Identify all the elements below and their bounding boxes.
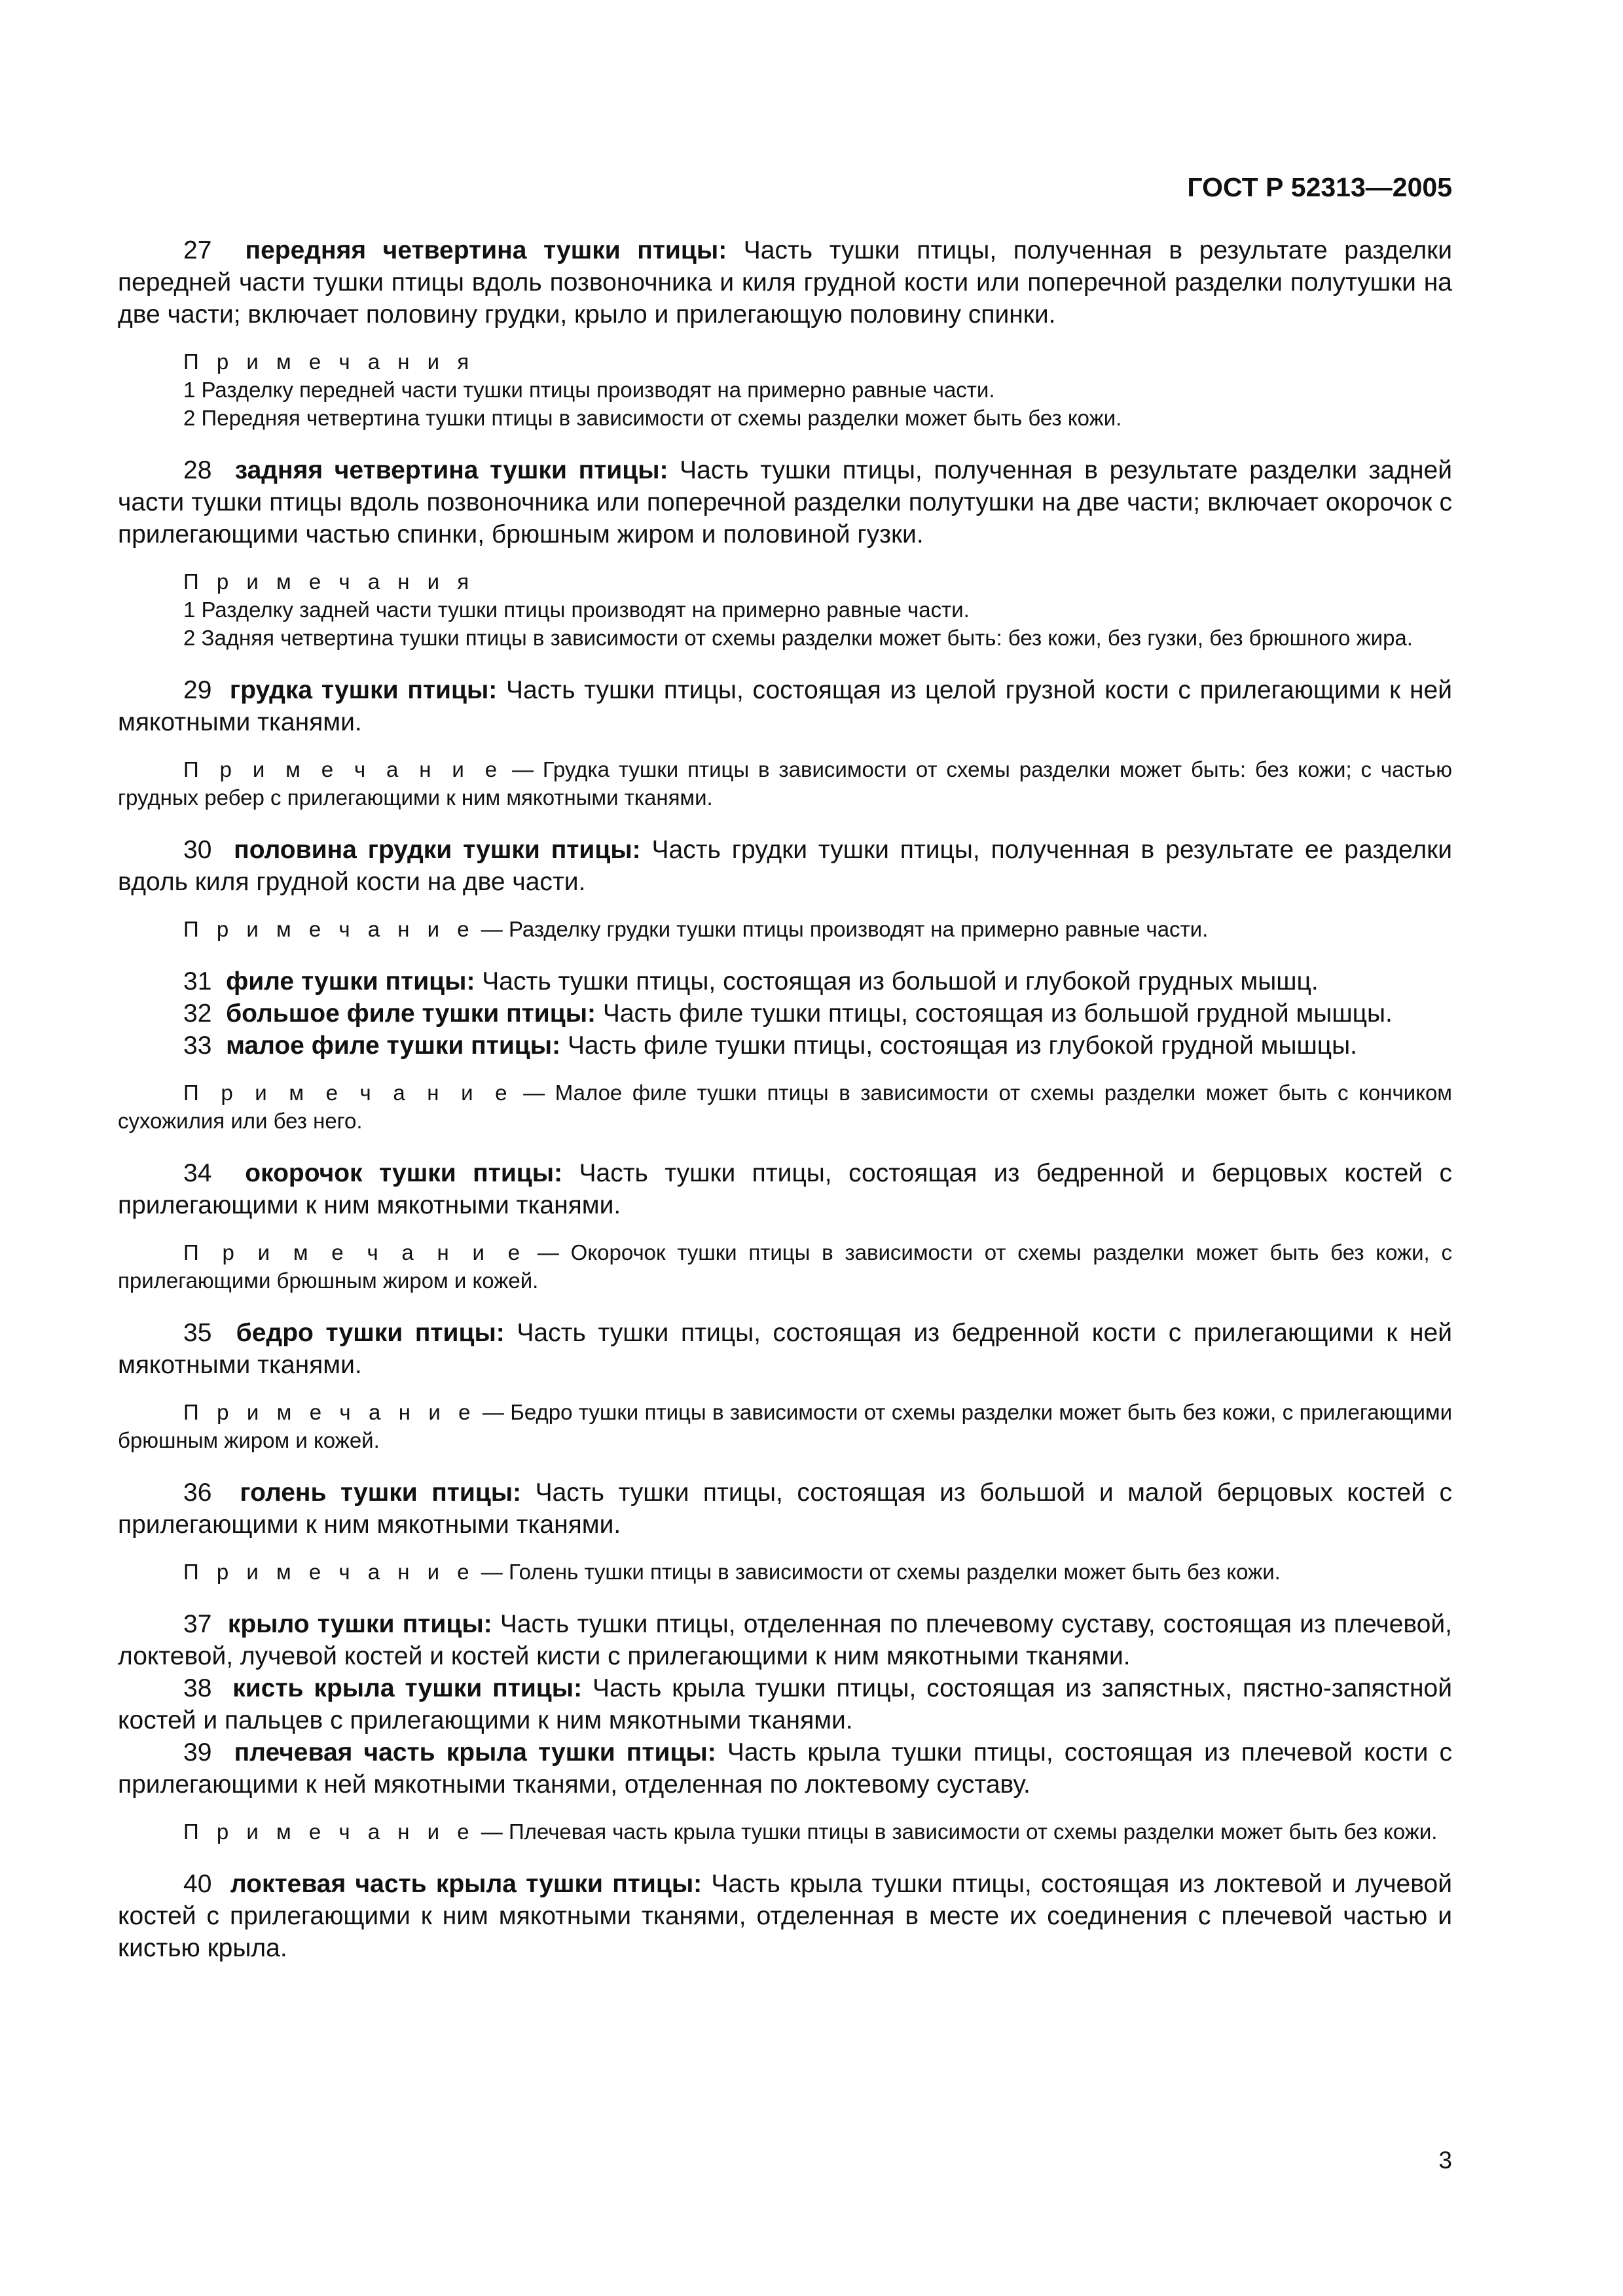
term-entry-35	[118, 1317, 1452, 1381]
term-number: 32	[183, 999, 212, 1028]
term-entry-37	[118, 1608, 1452, 1672]
note-text: — Грудка тушки птицы в зависимости от схемы разделки может быть: без кожи; с частью грудных ребер с прилегающими к ним мякотными тканями.	[118, 757, 1452, 810]
note-label: П р и м е ч а н и е	[183, 1081, 513, 1105]
term-definition: Часть тушки птицы, полученная в результате разделки передней части тушки птицы вдоль позвоночника и киля грудной кости или поперечной разделки полутушки на две части; включает половину грудки, крыло и прилегающую половину спинки.	[118, 236, 1452, 329]
term-name: кисть крыла тушки птицы:	[232, 1674, 583, 1702]
term-entry-34	[118, 1157, 1452, 1221]
term-number: 35	[183, 1319, 212, 1347]
note-label: П р и м е ч а н и е	[183, 1240, 526, 1265]
term-name: окорочок тушки птицы:	[245, 1159, 563, 1187]
term-definition: Часть филе тушки птицы, состоящая из глубокой грудной мышцы.	[567, 1031, 1357, 1060]
term-name: грудка тушки птицы:	[229, 676, 498, 704]
note-label: П р и м е ч а н и е	[183, 917, 475, 941]
note-item: 2 Задняя четвертина тушки птицы в зависимости от схемы разделки может быть: без кожи, без гузки, без брюшного жира.	[183, 626, 1413, 650]
term-definition: Часть филе тушки птицы, состоящая из большой грудной мышцы.	[602, 999, 1393, 1028]
term-number: 28	[183, 456, 212, 484]
note-text: — Окорочок тушки птицы в зависимости от схемы разделки может быть без кожи, с прилегающими брюшным жиром и кожей.	[118, 1240, 1452, 1293]
term-entry-36	[118, 1477, 1452, 1541]
term-definition: Часть тушки птицы, состоящая из большой и глубокой грудных мышц.	[482, 967, 1319, 996]
document-page	[118, 0, 1452, 2296]
notes-heading-label: П р и м е ч а н и я	[183, 350, 475, 374]
note-label: П р и м е ч а н и е	[183, 1400, 477, 1424]
terms-content	[118, 234, 1452, 1964]
note-item: 2 Передняя четвертина тушки птицы в зависимости от схемы разделки может быть без кожи.	[183, 406, 1122, 430]
term-definition: Часть тушки птицы, отделенная по плечевому суставу, состоящая из плечевой, локтевой, лучевой костей и костей кисти с прилегающими к ним мякотными тканями.	[118, 1610, 1453, 1670]
term-entry-30	[118, 834, 1452, 898]
term-definition: Часть крыла тушки птицы, состоящая из плечевой кости с прилегающими к ней мякотными тканями, отделенная по локтевому суставу.	[118, 1738, 1453, 1799]
term-entry-33	[118, 1030, 1452, 1062]
term-number: 38	[183, 1674, 212, 1702]
term-entry-38	[118, 1672, 1452, 1736]
term-entry-40	[118, 1868, 1452, 1964]
note-text: — Бедро тушки птицы в зависимости от схемы разделки может быть без кожи, с прилегающими брюшным жиром и кожей.	[118, 1400, 1452, 1452]
term-name: локтевая часть крыла тушки птицы:	[230, 1870, 702, 1898]
term-number: 40	[183, 1870, 212, 1898]
note	[118, 1079, 1452, 1135]
note-item: 1 Разделку передней части тушки птицы производят на примерно равные части.	[183, 378, 995, 402]
page-number: 3	[1438, 2147, 1452, 2174]
term-definition: Часть тушки птицы, состоящая из бедренной кости с прилегающими к ней мякотными тканями.	[118, 1319, 1453, 1379]
term-number: 30	[183, 836, 212, 864]
notes-heading	[118, 567, 1452, 596]
note-text: — Плечевая часть крыла тушки птицы в зависимости от схемы разделки может быть без кожи.	[475, 1820, 1438, 1844]
term-number: 27	[183, 236, 212, 264]
note-label: П р и м е ч а н и е	[183, 1820, 475, 1844]
note	[118, 1398, 1452, 1454]
term-name: большое филе тушки птицы:	[226, 999, 596, 1028]
term-name: задняя четвертина тушки птицы:	[234, 456, 668, 484]
term-name: крыло тушки птицы:	[227, 1610, 492, 1638]
note	[118, 915, 1452, 943]
term-entry-31	[118, 965, 1452, 997]
term-entry-39	[118, 1736, 1452, 1801]
note-label: П р и м е ч а н и е	[183, 1560, 475, 1584]
term-definition: Часть крыла тушки птицы, состоящая из локтевой и лучевой костей с прилегающими к ним мякотными тканями, отделенная в месте их соединения с плечевой частью и кистью крыла.	[118, 1870, 1453, 1962]
note	[118, 755, 1452, 812]
term-name: голень тушки птицы:	[240, 1479, 522, 1507]
note	[118, 1238, 1452, 1295]
note	[118, 1558, 1452, 1586]
document-code-header: ГОСТ Р 52313—2005	[1187, 172, 1452, 202]
notes-heading	[118, 348, 1452, 376]
term-definition: Часть грудки тушки птицы, полученная в результате ее разделки вдоль киля грудной кости на две части.	[118, 836, 1452, 896]
term-entry-28	[118, 454, 1452, 550]
term-name: малое филе тушки птицы:	[226, 1031, 561, 1060]
term-number: 39	[183, 1738, 212, 1767]
term-entry-32	[118, 997, 1452, 1030]
term-name: передняя четвертина тушки птицы:	[245, 236, 727, 264]
term-number: 37	[183, 1610, 212, 1638]
term-number: 29	[183, 676, 212, 704]
term-definition: Часть тушки птицы, полученная в результате разделки задней части тушки птицы вдоль позвоночника или поперечной разделки полутушки на две части; включает окорочок с прилегающими частью спинки, брюшным жиром и половиной гузки.	[118, 456, 1452, 548]
term-name: филе тушки птицы:	[226, 967, 475, 996]
term-number: 36	[183, 1479, 212, 1507]
term-number: 31	[183, 967, 212, 996]
term-definition: Часть крыла тушки птицы, состоящая из запястных, пястно-запястной костей и пальцев с прилегающими к ним мякотными тканями.	[118, 1674, 1453, 1734]
note-text: — Голень тушки птицы в зависимости от схемы разделки может быть без кожи.	[475, 1560, 1281, 1584]
term-definition: Часть тушки птицы, состоящая из целой грузной кости с прилегающими к ней мякотными тканями.	[118, 676, 1452, 736]
term-number: 34	[183, 1159, 212, 1187]
note-text: — Малое филе тушки птицы в зависимости от схемы разделки может быть с кончиком сухожилия или без него.	[118, 1081, 1452, 1133]
note	[118, 1818, 1452, 1846]
term-definition: Часть тушки птицы, состоящая из большой и малой берцовых костей с прилегающими к ним мякотными тканями.	[118, 1479, 1452, 1539]
term-name: бедро тушки птицы:	[236, 1319, 505, 1347]
term-name: плечевая часть крыла тушки птицы:	[234, 1738, 716, 1767]
note-label: П р и м е ч а н и е	[183, 757, 503, 781]
note-item: 1 Разделку задней части тушки птицы производят на примерно равные части.	[183, 598, 970, 622]
term-definition: Часть тушки птицы, состоящая из бедренной и берцовых костей с прилегающими к ним мякотными тканями.	[118, 1159, 1452, 1219]
term-number: 33	[183, 1031, 212, 1060]
term-name: половина грудки тушки птицы:	[234, 836, 641, 864]
notes-heading-label: П р и м е ч а н и я	[183, 569, 475, 594]
term-entry-27	[118, 234, 1452, 331]
note-text: — Разделку грудки тушки птицы производят на примерно равные части.	[475, 917, 1209, 941]
term-entry-29	[118, 674, 1452, 738]
